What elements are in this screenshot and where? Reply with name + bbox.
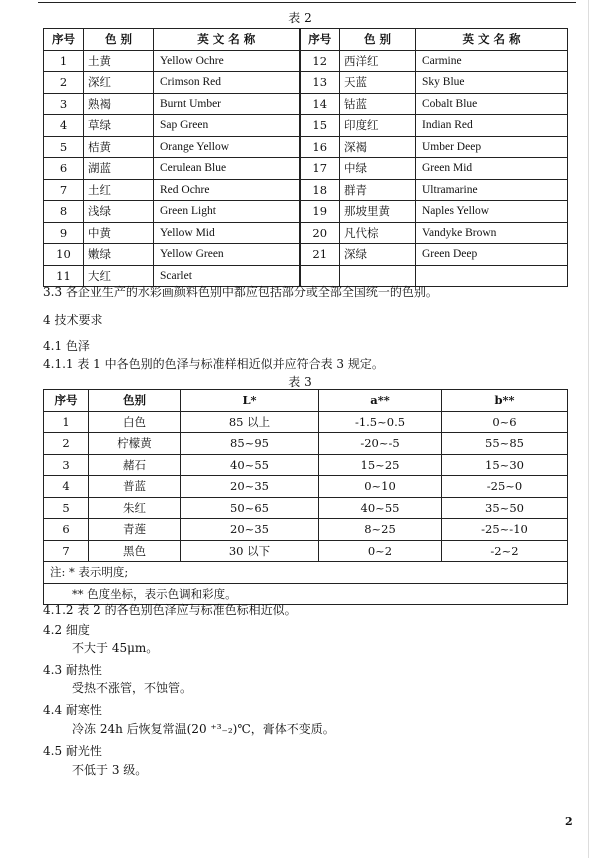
table2-cell-index: 14 [300, 93, 340, 115]
table2-cell-color: 深红 [84, 72, 154, 94]
table2-cell-english: Cobalt Blue [416, 93, 568, 115]
table2-row [44, 179, 568, 201]
table3-row [44, 411, 568, 433]
table2-cell-index: 21 [300, 244, 340, 266]
table2-cell-english: Red Ochre [154, 179, 300, 201]
table3-row [44, 476, 568, 498]
table2-header: 序号 [44, 29, 84, 51]
table2-cell-index: 1 [44, 50, 84, 72]
table2-cell-index: 17 [300, 158, 340, 180]
table2-cell-color: 土黄 [84, 50, 154, 72]
table2-header: 英 文 名 称 [416, 29, 568, 51]
table3-cell-a: 15~25 [319, 454, 442, 476]
table3-caption: 表 3 [288, 375, 312, 389]
section-4-1-2: 4.1.2 表 2 的各色别色泽应与标准色标相近似。 [43, 603, 297, 617]
table2-cell-english: Carmine [416, 50, 568, 72]
table2-cell-index: 18 [300, 179, 340, 201]
table3-cell-b: 35~50 [442, 497, 568, 519]
table2-cell-english: Naples Yellow [416, 201, 568, 223]
table2-cell-english: Green Light [154, 201, 300, 223]
table2-cell-index: 7 [44, 179, 84, 201]
section-4-1-1: 4.1.1 表 1 中各色别的色泽与标准样相近似并应符合表 3 规定。 [43, 357, 384, 371]
table3-cell-color: 朱红 [89, 497, 181, 519]
table3-row [44, 519, 568, 541]
table2-cell-index: 6 [44, 158, 84, 180]
table3-header: L* [181, 390, 319, 412]
table3-cell-b: -25~-10 [442, 519, 568, 541]
table3-cell-color: 青莲 [89, 519, 181, 541]
table2-cell-english: Scarlet [154, 265, 300, 287]
table2-cell-english: Crimson Red [154, 72, 300, 94]
table2-cell-english: Yellow Ochre [154, 50, 300, 72]
table2-cell-index: 3 [44, 93, 84, 115]
table2-cell-color: 西洋红 [340, 50, 416, 72]
table2-cell-english: Indian Red [416, 115, 568, 137]
table3-header: 色别 [89, 390, 181, 412]
table2-cell-index: 16 [300, 136, 340, 158]
table2-cell-english: Yellow Mid [154, 222, 300, 244]
table3-cell-l: 20~35 [181, 519, 319, 541]
table2-cell-color: 土红 [84, 179, 154, 201]
table2-cell-color: 大红 [84, 265, 154, 287]
table2-row [44, 50, 568, 72]
section-4-3-body: 受热不涨管，不蚀管。 [72, 681, 193, 695]
table2-cell-color: 中绿 [340, 158, 416, 180]
table2-cell-index: 13 [300, 72, 340, 94]
table2-cell-index: 9 [44, 222, 84, 244]
table2-cell-english: Green Mid [416, 158, 568, 180]
table2-cell-index: 2 [44, 72, 84, 94]
table3-cell-a: 0~10 [319, 476, 442, 498]
table3-cell-l: 40~55 [181, 454, 319, 476]
table2-cell-color: 群青 [340, 179, 416, 201]
table3-note-2: ** 色度坐标，表示色调和彩度。 [44, 583, 568, 605]
table3-cell-index: 4 [44, 476, 89, 498]
table3-cell-index: 5 [44, 497, 89, 519]
table2-header: 英 文 名 称 [154, 29, 300, 51]
table3-cell-l: 20~35 [181, 476, 319, 498]
table2-cell-index: 5 [44, 136, 84, 158]
table2-cell-color: 浅绿 [84, 201, 154, 223]
table2-cell-color: 桔黄 [84, 136, 154, 158]
section-4-5: 4.5 耐光性 [43, 744, 102, 758]
table-3 [43, 389, 568, 605]
table2-cell-color: 印度红 [340, 115, 416, 137]
table3-cell-color: 柠檬黄 [89, 433, 181, 455]
table2-cell-english: Green Deep [416, 244, 568, 266]
section-4-3: 4.3 耐热性 [43, 663, 102, 677]
table3-cell-color: 黑色 [89, 540, 181, 562]
table3-cell-l: 50~65 [181, 497, 319, 519]
section-4-heading: 4 技术要求 [43, 313, 103, 327]
table3-cell-index: 2 [44, 433, 89, 455]
table2-row [44, 93, 568, 115]
table2-cell-index: 15 [300, 115, 340, 137]
table2-row [44, 244, 568, 266]
table2-cell-english: Cerulean Blue [154, 158, 300, 180]
page-number: 2 [565, 815, 573, 828]
table2-row [44, 222, 568, 244]
table2-cell-english: Orange Yellow [154, 136, 300, 158]
table2-cell-english: Umber Deep [416, 136, 568, 158]
table2-row [44, 136, 568, 158]
table2-cell-color: 深绿 [340, 244, 416, 266]
table3-row [44, 497, 568, 519]
table3-cell-color: 赭石 [89, 454, 181, 476]
table2-cell-index: 4 [44, 115, 84, 137]
table2-cell-color: 钴蓝 [340, 93, 416, 115]
table2-cell-index: 19 [300, 201, 340, 223]
section-4-1: 4.1 色泽 [43, 339, 90, 353]
table2-row [44, 72, 568, 94]
table3-note-row [44, 562, 568, 584]
table3-cell-b: 0~6 [442, 411, 568, 433]
table3-row [44, 433, 568, 455]
table2-header: 序号 [300, 29, 340, 51]
table2-cell-english: Sap Green [154, 115, 300, 137]
table2-cell-english: Ultramarine [416, 179, 568, 201]
table3-cell-index: 7 [44, 540, 89, 562]
table3-note-1: 注: * 表示明度; [44, 562, 568, 584]
section-4-4-body: 冷冻 24h 后恢复常温(20 ⁺³₋₂)℃，膏体不变质。 [72, 722, 335, 736]
table3-cell-l: 85~95 [181, 433, 319, 455]
table3-header-row [44, 390, 568, 412]
table3-cell-index: 6 [44, 519, 89, 541]
table3-cell-b: -25~0 [442, 476, 568, 498]
table2-cell-english [416, 265, 568, 287]
table2-cell-index: 8 [44, 201, 84, 223]
top-rule [38, 2, 576, 3]
table-2 [43, 28, 568, 287]
table3-cell-index: 1 [44, 411, 89, 433]
table2-row [44, 201, 568, 223]
table3-cell-a: 8~25 [319, 519, 442, 541]
table2-cell-index: 12 [300, 50, 340, 72]
table2-cell-index: 10 [44, 244, 84, 266]
section-3-3: 3.3 各企业生产的水彩画颜料色别中都应包括部分或全部全国统一的色别。 [43, 285, 438, 299]
table2-header-row [44, 29, 568, 51]
table3-cell-color: 白色 [89, 411, 181, 433]
table2-cell-english: Burnt Umber [154, 93, 300, 115]
table2-header: 色 别 [340, 29, 416, 51]
table3-row [44, 540, 568, 562]
table3-header: 序号 [44, 390, 89, 412]
table3-cell-index: 3 [44, 454, 89, 476]
section-4-5-body: 不低于 3 级。 [72, 763, 148, 777]
table2-header: 色 别 [84, 29, 154, 51]
table3-cell-l: 85 以上 [181, 411, 319, 433]
table2-caption: 表 2 [288, 11, 312, 25]
table2-cell-color: 嫩绿 [84, 244, 154, 266]
table3-cell-l: 30 以下 [181, 540, 319, 562]
table3-cell-b: -2~2 [442, 540, 568, 562]
table3-header: b** [442, 390, 568, 412]
table2-cell-english: Sky Blue [416, 72, 568, 94]
table3-cell-b: 55~85 [442, 433, 568, 455]
table2-cell-english: Vandyke Brown [416, 222, 568, 244]
table3-cell-a: -20~-5 [319, 433, 442, 455]
table2-cell-color: 那坡里黄 [340, 201, 416, 223]
table2-cell-index: 11 [44, 265, 84, 287]
table3-cell-a: -1.5~0.5 [319, 411, 442, 433]
table2-cell-color: 草绿 [84, 115, 154, 137]
table3-cell-a: 40~55 [319, 497, 442, 519]
page-edge [588, 0, 589, 858]
table3-cell-color: 普蓝 [89, 476, 181, 498]
section-4-2-body: 不大于 45μm。 [72, 641, 159, 655]
table3-cell-b: 15~30 [442, 454, 568, 476]
table2-cell-color: 中黄 [84, 222, 154, 244]
section-4-2: 4.2 细度 [43, 623, 90, 637]
table3-cell-a: 0~2 [319, 540, 442, 562]
table2-cell-color: 熟褐 [84, 93, 154, 115]
table2-cell-color: 深褐 [340, 136, 416, 158]
table2-row [44, 158, 568, 180]
table2-cell-color: 天蓝 [340, 72, 416, 94]
table2-cell-english: Yellow Green [154, 244, 300, 266]
table2-cell-color: 凡代棕 [340, 222, 416, 244]
table2-row [44, 115, 568, 137]
table3-row [44, 454, 568, 476]
section-4-4: 4.4 耐寒性 [43, 703, 102, 717]
table3-header: a** [319, 390, 442, 412]
table2-cell-color: 湖蓝 [84, 158, 154, 180]
table2-cell-index: 20 [300, 222, 340, 244]
